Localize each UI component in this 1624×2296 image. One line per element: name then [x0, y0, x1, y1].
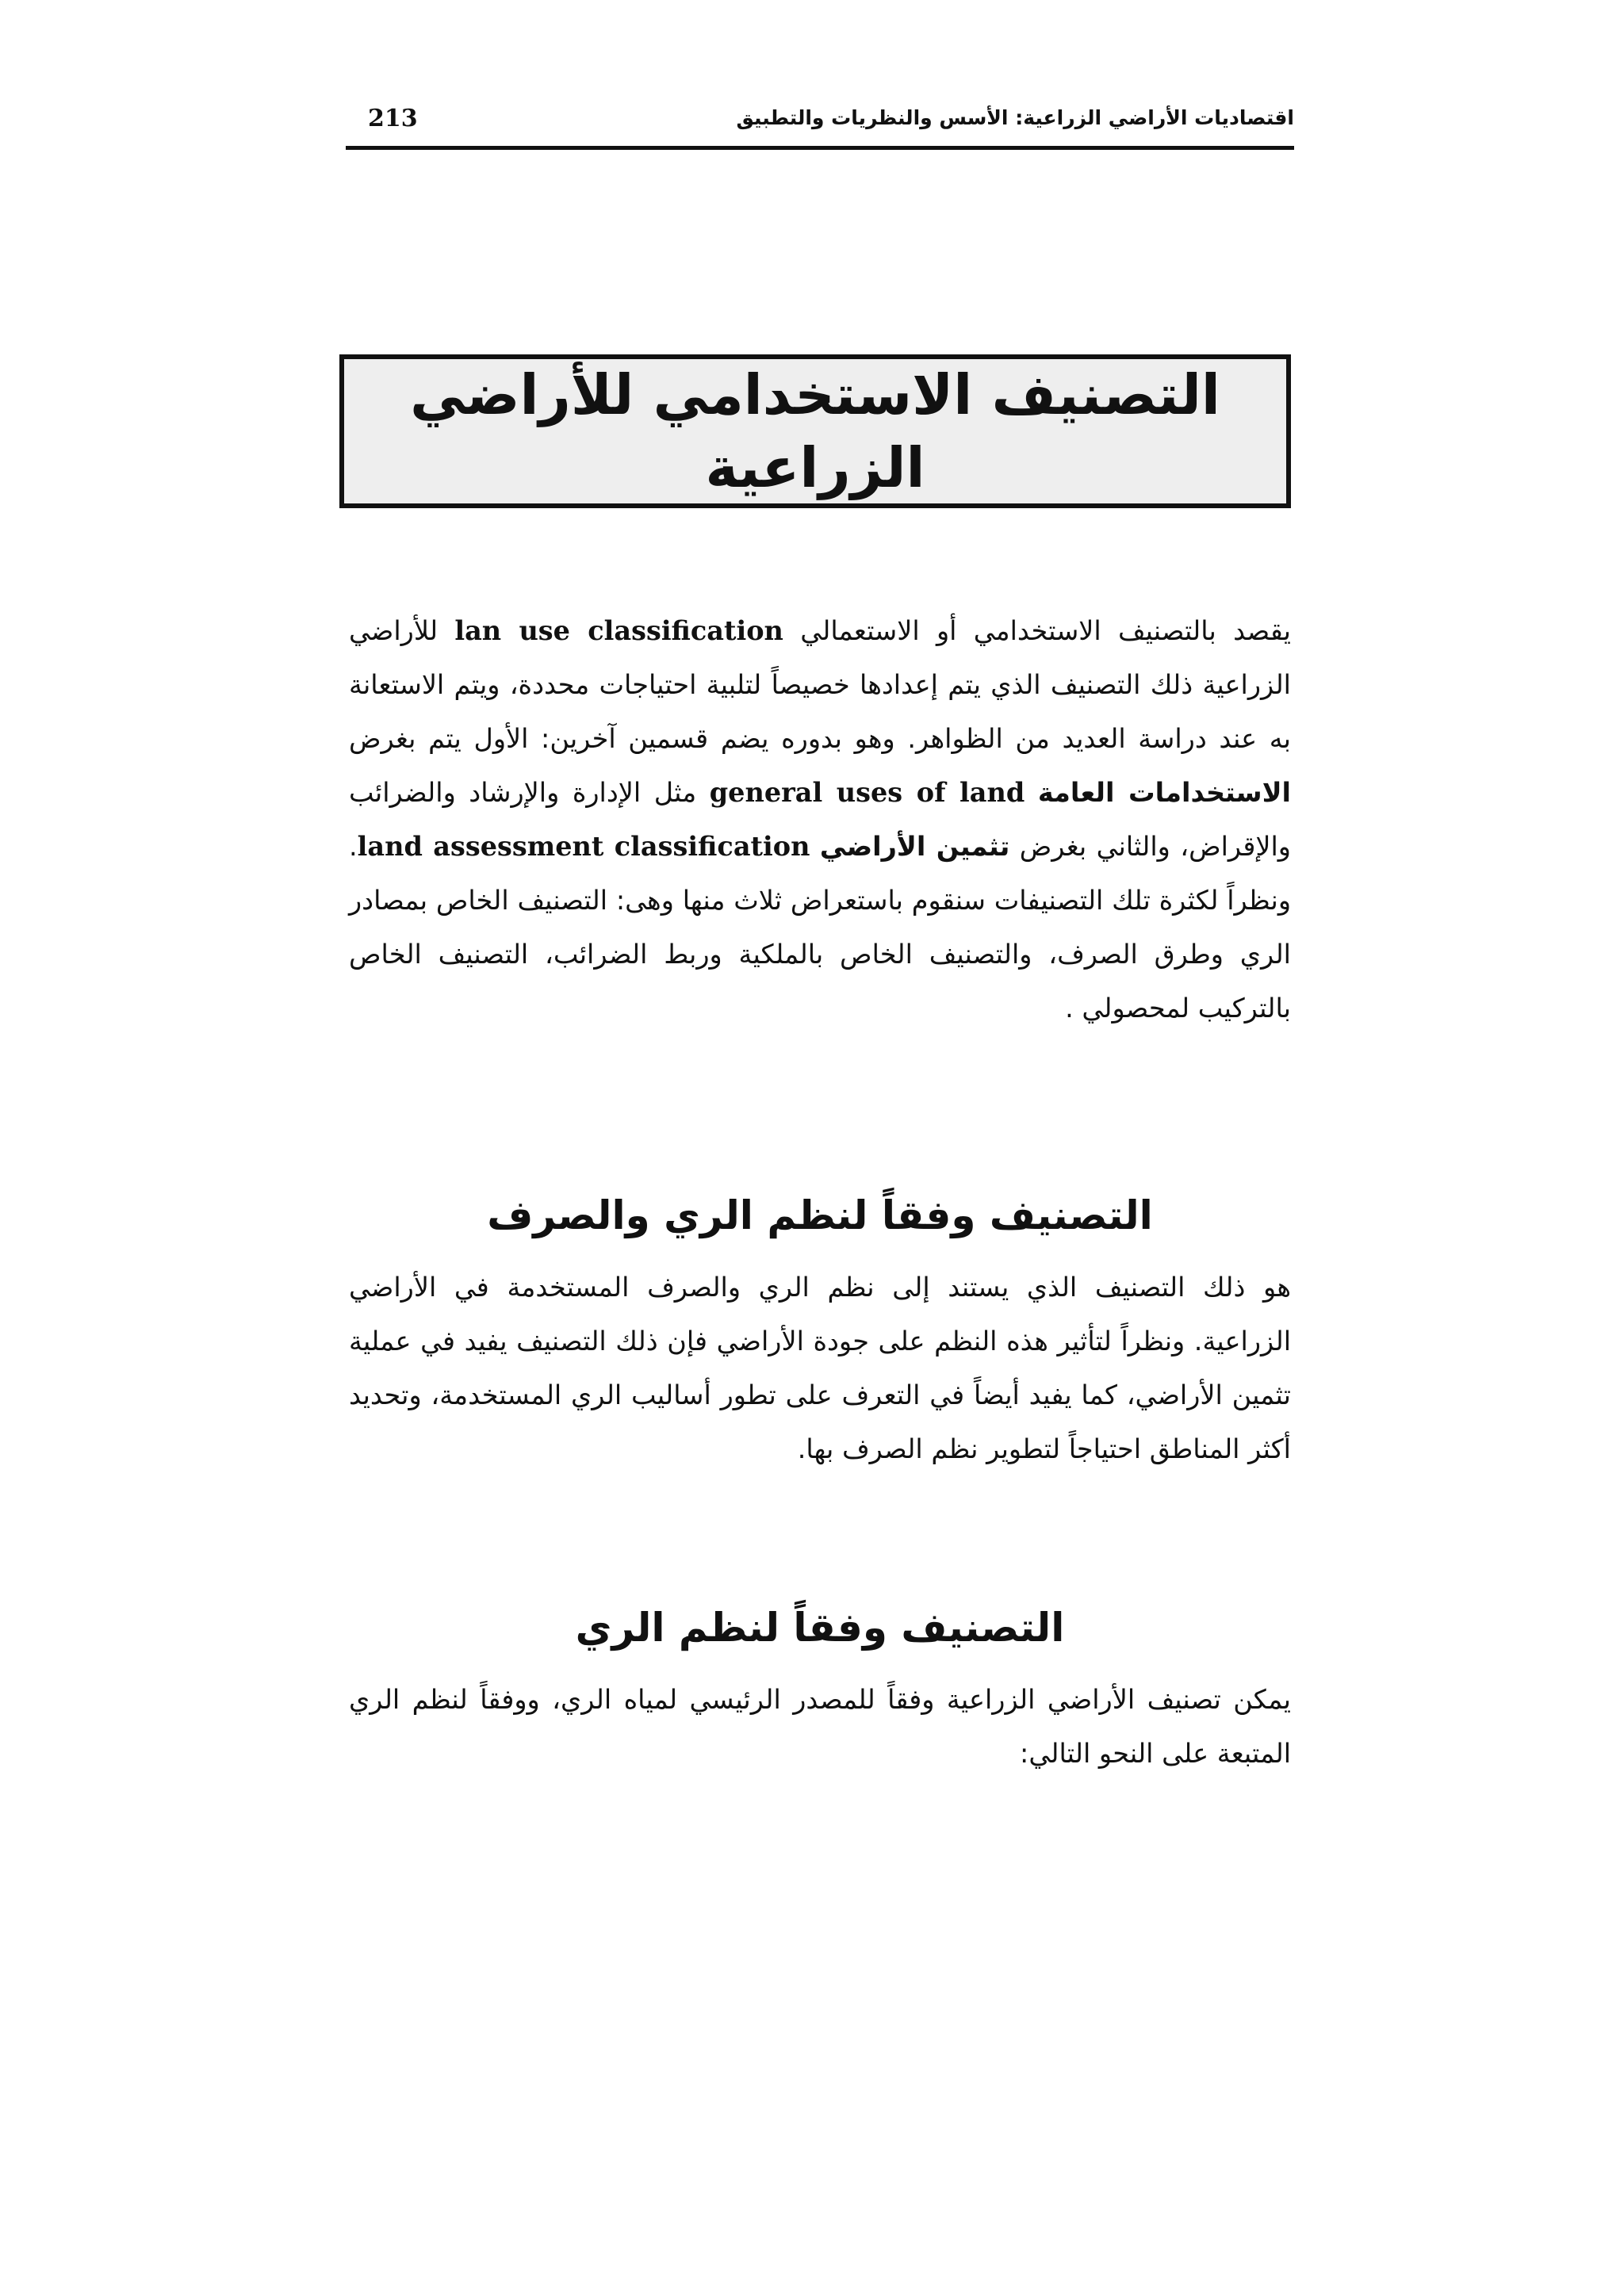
section-heading-irrigation: التصنيف وفقاً لنظم الري: [575, 1605, 1065, 1651]
section-paragraph-irrigation-drainage: هو ذلك التصنيف الذي يستند إلى نظم الري والصرف المستخدمة في الأراضي الزراعية. ونظراً لتأثير هذه النظم على جودة الأراضي فإن ذلك التصنيف يفيد في عملية تثمين الأراضي، كما يفيد أيضاً في التعرف على تطور أساليب الري المستخدمة، وتحديد أكثر المناطق احتياجاً لتطوير نظم الصرف بها.: [349, 1272, 1291, 1464]
intro-term-land-assessment: land assessment classification: [357, 831, 810, 862]
chapter-title: التصنيف الاستخدامي للأراضي الزراعية: [410, 362, 1220, 500]
intro-text-1: يقصد بالتصنيف الاستخدامي أو الاستعمالي: [783, 615, 1291, 646]
chapter-title-box: [339, 354, 1291, 508]
section-paragraph-irrigation: يمكن تصنيف الأراضي الزراعية وفقاً للمصدر الرئيسي لمياه الري، ووفقاً لنظم الري المتبعة على النحو التالي:: [349, 1684, 1291, 1769]
intro-bold-land-valuation: تثمين الأراضي: [819, 831, 1010, 862]
intro-text-4: مثل الإدارة والإرشاد والضرائب والإقراض، والثاني بغرض: [349, 777, 1291, 862]
intro-text-5: [810, 831, 819, 862]
intro-term-land-use: lan use classification: [454, 615, 783, 646]
intro-text-6: . ونظراً لكثرة تلك التصنيفات سنقوم باستعراض ثلاث منها وهى: التصنيف الخاص بمصادر الري وطرق الصرف، والتصنيف الخاص بالملكية وربط الضرائب، التصنيف الخاص بالتركيب لمحصولي .: [349, 831, 1291, 1024]
intro-text-2: للأراضي الزراعية ذلك التصنيف الذي يتم إعدادها خصيصاً لتلبية احتياجات محددة، ويتم الاستعانة به عند دراسة العديد من الظواهر. وهو بدوره يضم قسمين آخرين: الأول يتم بغرض: [349, 615, 1291, 754]
running-header: [346, 101, 1294, 150]
book-title: اقتصاديات الأراضي الزراعية: الأسس والنظريات والتطبيق: [736, 106, 1294, 129]
page-number: 213: [368, 105, 418, 132]
intro-paragraph: [349, 604, 1291, 1035]
intro-term-general-uses: general uses of land: [709, 777, 1025, 808]
section-heading-irrigation-drainage: التصنيف وفقاً لنظم الري والصرف: [487, 1192, 1153, 1238]
intro-text-3: [1025, 777, 1038, 808]
intro-bold-general-uses: الاستخدامات العامة: [1037, 777, 1292, 808]
